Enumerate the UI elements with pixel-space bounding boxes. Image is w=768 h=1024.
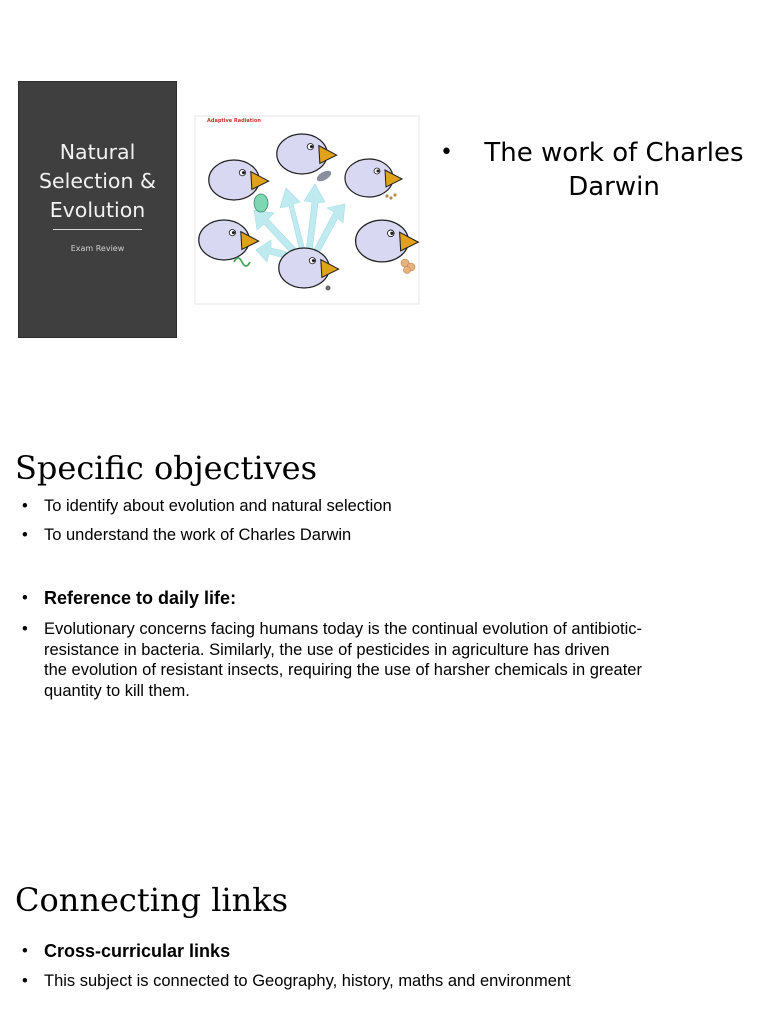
cactus-food-icon	[254, 194, 268, 212]
bullet-marker: •	[22, 497, 28, 515]
illustration-label: Adaptive Radiation	[207, 118, 261, 124]
bullet-marker: •	[22, 589, 28, 607]
title-line: Evolution	[49, 198, 146, 222]
objective-text: To identify about evolution and natural selection	[44, 497, 392, 515]
title-line: Selection &	[39, 169, 156, 193]
daily-life-line: resistance in bacteria. Similarly, the use of pesticides in agriculture has driven	[44, 640, 610, 659]
objectives-heading: Specific objectives	[15, 449, 317, 487]
bullet-marker: •	[22, 942, 28, 960]
title-card-divider	[53, 229, 142, 230]
daily-life-text	[44, 619, 714, 701]
title-card-thumbnail	[18, 81, 177, 338]
darwin-bullet-text: Darwin	[568, 172, 660, 202]
objective-text: To understand the work of Charles Darwin	[44, 526, 352, 544]
connecting-links-heading: Connecting links	[15, 881, 289, 919]
daily-life-line: quantity to kill them.	[44, 681, 190, 700]
cross-curricular-text: This subject is connected to Geography, history, maths and environment	[44, 972, 571, 990]
daily-life-heading: Reference to daily life:	[44, 588, 237, 608]
darwin-bullet-text: The work of Charles	[484, 138, 744, 168]
insect-food-icon	[326, 286, 331, 291]
bullet-marker: •	[22, 620, 28, 638]
daily-life-line: the evolution of resistant insects, requiring the use of harsher chemicals in greater	[44, 661, 642, 679]
cross-curricular-heading: Cross-curricular links	[44, 941, 231, 961]
bullet-marker: •	[22, 972, 28, 990]
adaptive-radiation-illustration	[194, 112, 420, 306]
bullet-marker: •	[22, 526, 28, 544]
title-card-title	[18, 138, 177, 225]
title-line: Natural	[59, 140, 136, 164]
title-card-subtitle: Exam Review	[70, 244, 125, 253]
daily-life-line: Evolutionary concerns facing humans today is the continual evolution of antibiotic-	[44, 620, 643, 638]
bullet-marker: •	[440, 140, 453, 165]
